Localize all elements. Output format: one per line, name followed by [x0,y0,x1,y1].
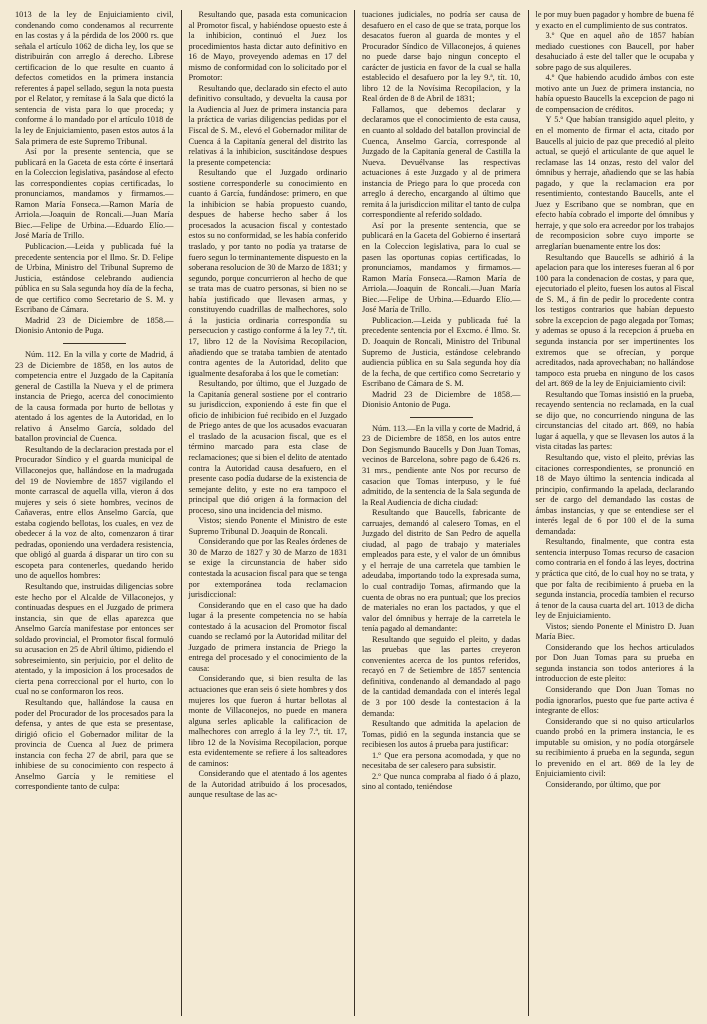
paragraph: Considerando, por último, que por [545,779,661,789]
paragraph: Considerando que por las Reales órdenes de 30 de Marzo de 1827 y 30 de Marzo de 1831 se exige la circunstancia de haber sido contestada la acusacion fiscal para que se tenga por extemporánea toda reclamacion jurisdiccional: [188,537,347,600]
paragraph: Y 5.º Que habían transigido aquel pleito, y en el momento de firmar el acta, citado por Baucells al juicio de paz que precedió al pleito actual, se quejó el articulante de que aquel le reclamase las 14 onzas, resto del valor del ómnibus y herraje, añadiendo que se las había pagado, y que la reclamacion era por resentimiento, contestando Baucells, ante el Juez y Escribano que se nombran, que en efecto había cobrado el importe del ómnibus y herraje, y que solo era acreedor por los trabajos de recomposicion sobre cuyo importe se arreglarían buenamente entre los dos: [535,115,694,252]
paragraph: Publicacion.—Leida y publicada fué la precedente sentencia por el Ilmo. Sr. D. Felipe de Urbina, Ministro del Tribunal Supremo de Justicia, estándose celebrando audiencia pública en su Sala segunda hoy día de la fecha, de que certifico como Secretario de S. M. y Escribano de Cámara. [15,242,174,315]
column-4 [528,10,702,1016]
paragraph: tuaciones judiciales, no podría ser causa de desafuero en el caso de que se trata, porque los desacatos fueron al guarda de montes y el Procurador Síndico de Villaconejos, á quienes no puede darse bajo ningun concepto el carácter de justicia en favor de la cual se halla establecido el desafuero por la ley 9.ª, tít. 10, libro 12 de la Novísima Recopilacion, y la Real órden de 8 de Abril de 1831; [362,10,521,104]
paragraph: Resultando que, hallándose la causa en poder del Procurador de los procesados para la defensa, y antes de que esta se presentase, dirigió oficio el Gobernador militar de la provincia de Cuenca al Juez de primera instancia con fecha 27 de abril, para que se inhibiese de su conocimiento con respecto á Anselmo García y le remitiese el correspondiente tanto de culpa: [15,698,174,792]
paragraph: Vistos; siendo Ponente el Ministro D. Juan María Biec. [535,621,694,642]
paragraph: Núm. 112. En la villa y corte de Madrid, á 23 de Diciembre de 1858, en los autos de competencia entre el Juzgado de la Capitanía general de Castilla la Nueva y el de primera instancia de Priego, acerca del conocimiento de la causa formada por hurto de bellotas y atentado á los agentes de la Autoridad, en lo relativo á Anselmo García, soldado del batallon provincial de Cuenca. [15,349,174,444]
paragraph: Resultando de la declaracion prestada por el Procurador Síndico y el guarda municipal de Villaconejos que, hallándose en la madrugada del 19 de Noviembre de 1857 vigilando el monte carrascal de aquella villa, vieron á dos mujeres y seis ó siete hombres, vecinos de Cañaveras, entre ellos Anselmo García, que estaba cogiendo bellotas, los cuales, en vez de obedecer á la voz de alto, comenzaron á tirar pedradas, oponiendo una verdadera resistencia, que obligó al guarda á disparar un tiro con su escopeta para contenerles, quedando herido uno de aquellos hombres: [15,444,174,581]
column-1 [8,10,181,1016]
paragraph: Madrid 23 de Diciembre de 1858.—Dionisio Antonio de Puga. [15,315,174,336]
paragraph: 4.º Que habiendo acudido ámbos con este motivo ante un Juez de primera instancia, no había opuesto Baucells la excepcion de pago ni de compensacion de créditos. [535,73,694,114]
paragraph: Madrid 23 de Diciembre de 1858.—Dionisio Antonio de Puga. [362,389,521,410]
paragraph: 1.º Que era persona acomodada, y que no necesitaba de ser calesero para subsistir. [362,750,521,771]
paragraph: Considerando que si no quiso articularlos cuando probó en la primera instancia, le es imputable su omision, y no podía otorgársele su recibimiento á prueba en la segunda, segun lo prevenido en el art. 869 de la ley de Enjuiciamiento civil: [535,716,694,779]
paragraph: 2.º Que nunca compraba al fiado ó á plazo, sino al contado, teniéndose [362,771,521,792]
paragraph: Así por la presente sentencia, que se publicará en la Gaceta del Gobierno é insertará en la Coleccion legislativa, para lo cual se pasen las oportunas copias certificadas, lo pronunciamos, mandamos y firmamos.—Ramon María Fonseca.—Ramon María de Arriola.—Joaquin de Roncali.—Juan María Biec.—Felipe de Urbina.—Eduardo Elío.—José María de Trillo. [362,220,521,315]
paragraph: Resultando que, instruidas diligencias sobre este hecho por el Alcalde de Villaconejos, y continuadas despues en el Juzgado de primera instancia, sin que de ellas aparezca que Anselmo García manifestase por entonces ser soldado provincial, el Promotor fiscal formuló su acusacion en 25 de Abril último, pidiendo el sobreseimiento, sin perjuicio, por el delito de atentado, y la imposicion á los procesados de cierta pena correccional por el hurto, con lo cual no se conformaron los reos. [15,581,174,697]
paragraph: Resultando que seguido el pleito, y dadas las pruebas que las partes creyeron convenientes acerca de los puntos referidos, recayó en 7 de Setiembre de 1857 sentencia definitiva, condenando al demandado al pago de la cantidad demandada con el interés legal de 3 por 100 desde la contestacion á la demanda: [362,634,521,718]
paragraph: le por muy buen pagador y hombre de buena fé y exacto en el cumplimiento de sus contratos. [535,10,694,30]
paragraph: Considerando que en el caso que ha dado lugar á la presente competencia no se había contestado á la acusacion del Promotor fiscal cuando se reclamó por la Autoridad militar del Juzgado de primera instancia de Priego la entrega del procesado y el conocimiento de la causa: [188,600,347,673]
paragraph: Resultando que Tomas insistió en la prueba, recayendo sentencia no reclamada, en la cual se dijo que, no concurriendo ninguna de las circunstancias del citado art. 869, no había lugar á aquella, y que se llevasen los autos á la vista citadas las partes: [535,389,694,452]
paragraph: Publicacion.—Leida y publicada fué la precedente sentencia por el Excmo. é Ilmo. Sr. D. Joaquin de Roncali, Ministro del Tribunal Supremo de Justicia, estándose celebrando audiencia pública en su Sala segunda hoy día de la fecha, de que certifico como Secretario y Escribano de Cámara de S. M. [362,315,521,389]
paragraph: Núm. 113.—En la villa y corte de Madrid, á 23 de Diciembre de 1858, en los autos entre Don Segismundo Baucells y Don Juan Tomas, vecinos de Barcelona, sobre pago de 6.426 rs. 31 mrs., pendiente ante Nos por recurso de casacion que Tomas interpuso, y le fué admitido, de la sentencia de la Sala segunda de la Real Audiencia de dicha ciudad: [362,423,521,507]
paragraph: Considerando que, si bien resulta de las actuaciones que eran seis ó siete hombres y dos mujeres los que fueron á hurtar bellotas al monte de Villaconejos, no puede en manera alguna serles aplicable la calificacion de malhechores con arreglo á la ley 7.ª, tít. 17, libro 12 de la Novísima Recopilacion, porque esta evidentemente se refiere á los salteadores de caminos: [188,674,347,768]
paragraph: Resultando que, visto el pleito, prévias las citaciones correspondientes, se pronunció en 18 de Mayo último la sentencia indicada al principio, confirmando la apelada, declarando ser de cargo del demandado las costas de ámbas instancias, y que se entendiese ser el interés legal de 6 por 100 el de la suma demandada: [535,452,694,536]
paragraph: Considerando que los hechos articulados por Don Juan Tomas para su prueba en segunda instancia son todos anteriores á la introduccion de este pleito: [535,642,694,684]
paragraph: Así por la presente sentencia, que se publicará en la Gaceta de esta córte é insertará en la Coleccion legislativa, pasándose al efecto las correspondientes copias certificadas, lo pronunciamos, mandamos y firmamos.—Ramon María Fonseca.—Ramon María de Arriola.—Joaquin de Roncali.—Juan María Biec.—Felipe de Urbina.—Eduardo Elío.—José María de Trillo. [15,147,174,241]
paragraph: Resultando, finalmente, que contra esta sentencia interpuso Tomas recurso de casacion como contraria en el fondo á las leyes, doctrina y práctica que citó, de lo cual hoy no se trata, y que por falta de recibimiento á prueba en la segunda instancia, procedía tambien el recurso á tenor de la causa cuarta del art. 1013 de dicha ley de Enjuiciamiento. [535,537,694,621]
column-2 [181,10,355,1016]
paragraph: Resultando, por último, que el Juzgado de la Capitanía general sostiene por el contrario su jurisdiccion, exponiendo á este fin que el oficio de inhibicion fué recibido en el Juzgado de Priego antes de que los acusados evacuaran el traslado de la acusacion fiscal, que es el término marcado para esta clase de reclamaciones; que si bien el delito de atentado contra la Autoridad causa desafuero, en el presente caso podía dudarse de la existencia de semejante delito, y este no era tampoco el principal que dió origen á la formacion del proceso, sino una incidencia del mismo. [188,379,347,515]
paragraph: 3.º Que en aquel año de 1857 habían mediado cuestiones con Baucell, por haber desahuciado á este del taller que le ocupaba y sobre pago de sus alquileres. [535,31,694,72]
paragraph: Resultando que Baucells, fabricante de carruajes, demandó al calesero Tomas, en el Juzgado del distrito de San Pedro de aquella ciudad, al pago de trabajo y materiales empleados para este, y el valor de un ómnibus y el herraje de una carretela que tambien le adeudaba, importando todo la expresada suma, lo cual contradijo Tomas, afirmando que la cuenta de obras no era puntual; que los precios de materiales no eran los pactados, y que el valor del ómnibus y herraje de la carretela le tenía pagado al demandante: [362,508,521,634]
paragraph: Considerando que Don Juan Tomas no podía ignorarlos, puesto que fue parte activa é integrante de ellos: [535,685,694,716]
column-3 [354,10,528,1016]
section-divider [63,343,126,344]
paragraph: Resultando que, declarado sin efecto el auto definitivo consultado, y devuelta la causa por la Audiencia al Juez de primera instancia para la práctica de varias diligencias pedidas por el Fiscal de S. M., elevó el Gobernador militar de Cuenca á la Capitanía general del distrito las relativas á la inhibicion, suscitándose despues la presente competencia: [188,83,347,167]
paragraph: Considerando que el atentado á los agentes de la Autoridad atribuido á los procesados, aunque resultase de las ac- [188,769,347,800]
paragraph: Fallamos, que debemos declarar y declaramos que el conocimiento de esta causa, en cuanto al soldado del batallon provincial de Cuenca, Anselmo García, corresponde al Juzgado de la Capitanía general de Castilla la Nueva. Devuélvanse las respectivas actuaciones á este Juzgado y al de primera instancia de Priego para lo que proceda con arreglo á derecho, encargando al último que remita á la jurisdiccion militar el tanto de culpa correspondiente al referido soldado. [362,104,521,220]
paragraph: Resultando que Baucells se adhirió á la apelacion para que los intereses fueran al 6 por 100 para la condenacion de costas, y para que, ejecutoriado el pleito, fuesen los autos al Fiscal de S. M., á fin de pedir lo procedente contra los testigos contrarios que habían depuesto sobre la excepcion de pago alegada por Tomas; y ademas se opuso á la recepcion á prueba en segunda instancia por ser impertinentes los extremos que se ofrecían, y porque acreditados, nada aprovechaban; no hallándose tampoco esta prueba en ninguno de los casos del art. 869 de la ley de Enjuiciamiento civil: [535,252,694,389]
paragraph: 1013 de la ley de Enjuiciamiento civil, condenando como condenamos al recurrente en las costas y á la pérdida de los 2000 rs. que señala el artículo 1062 de dicha ley, los que se distribuirán con arreglo á derecho. Líbrese certificacion de lo que resulte en cuanto á defectos cometidos en la primera instancia referentes á papel sellado, segun la nota puesta por el Relator, y remítase á la Sala que dictó la sentencia de vista para lo que proceda; y conforme á lo mandado por el artículo 1018 de la ley de Enjuiciamiento, pasen estos autos á la Sala primera de este Supremo Tribunal. [15,10,174,146]
paragraph: Resultando que el Juzgado ordinario sostiene corresponderle su conocimiento en cuanto á García, fundándose: primero, en que la inhibicion se había propuesto cuando, despues de haberse hecho saber á los procesados la acusacion fiscal y contestado estos su no conformidad, se les había conferido traslado, y por tanto no podía ya tratarse de fuero segun lo terminantemente dispuesto en la soberana resolucion de 30 de Marzo de 1831; y segundo, porque concurrieron al hecho de que se trata mas de cuatro personas, si bien no se había justificado que llevasen armas, y constituyendo cuadrillas de malhechores, solo á la justicia ordinaria correspondía su persecucion y castigo conforme á la ley 7.ª, tít. 17, libro 12 de la Novísima Recopilacion, añadiendo que se trataba tambien de atentado contra agentes de la Autoridad, delito que igualmente desaforaba á los que le cometían: [188,168,347,378]
paragraph: Resultando que admitida la apelacion de Tomas, pidió en la segunda instancia que se recibiesen los autos á prueba para justificar: [362,719,521,750]
section-divider [410,417,473,418]
paragraph: Vistos; siendo Ponente el Ministro de este Supremo Tribunal D. Joaquin de Roncali. [188,516,347,536]
paragraph: Resultando que, pasada esta comunicacion al Promotor fiscal, y habiéndose opuesto este á la inhibicion, continuó el Juez los procedimientos hasta dictar auto definitivo en 16 de Mayo, proveyendo ademas en 17 del mismo de conformidad con lo solicitado por el Promotor: [188,10,347,83]
